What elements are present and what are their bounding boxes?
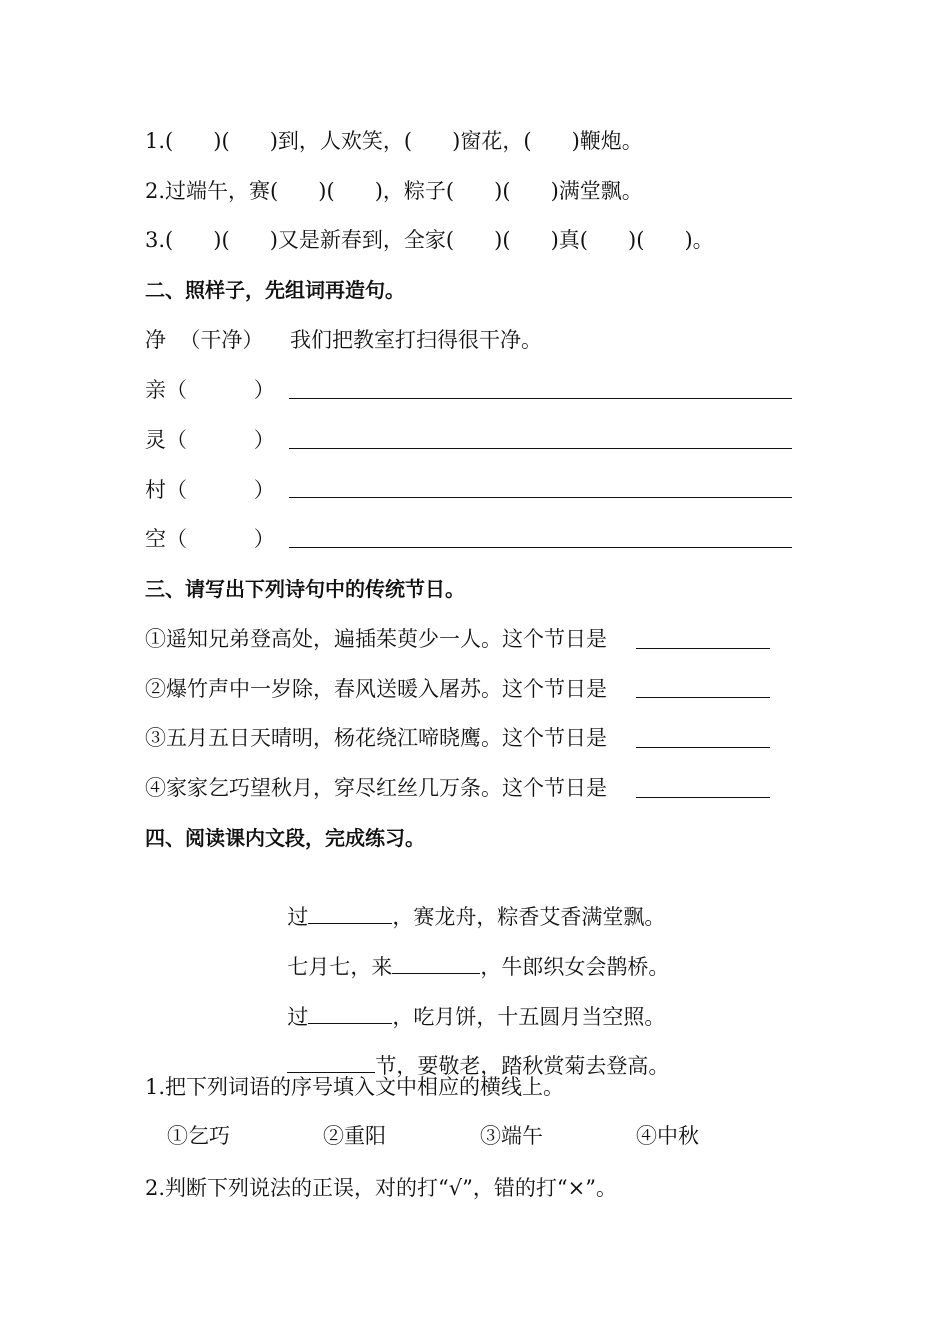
option-2: ②重阳 [323,1124,386,1148]
word-row-3: 村（ ） [145,478,275,502]
reading-line-1-before: 过 [287,905,309,929]
reading-line-2-after: ，牛郎织女会鹊桥。 [480,955,670,979]
sentence-answer-line-2[interactable] [289,448,792,449]
poem-line-2: ②爆竹声中一岁除，春风送暖入屠苏。这个节日是 [145,677,607,701]
poem-line-1: ①遥知兄弟登高处，遍插茱萸少一人。这个节日是 [145,627,607,651]
reading-blank-2[interactable] [392,951,480,974]
poem-line-3: ③五月五日天晴明，杨花绕江啼晓鹰。这个节日是 [145,726,607,750]
sentence-answer-line-3[interactable] [289,497,792,498]
word-row-4: 空（ ） [145,527,275,551]
reading-line-2-before: 七月七，来 [287,955,393,979]
section-3-heading: 三、请写出下列诗句中的传统节日。 [145,577,465,601]
fill-line-2: 2.过端午，赛( )( )，粽子( )( )满堂飘。 [145,179,643,203]
example-sentence: 净 （干净） 我们把教室打扫得很干净。 [145,328,543,352]
festival-answer-line-3[interactable] [636,747,770,748]
fill-line-1: 1.( )( )到，人欢笑，( )窗花，( )鞭炮。 [145,129,643,153]
word-row-2: 灵（ ） [145,428,275,452]
fill-line-3: 3.( )( )又是新春到，全家( )( )真( )( )。 [145,228,714,252]
section-2-heading: 二、照样子，先组词再造句。 [145,278,405,302]
section-4-heading: 四、阅读课内文段，完成练习。 [145,826,425,850]
reading-line-3-before: 过 [287,1005,309,1029]
question-2: 2.判断下列说法的正误，对的打“√”，错的打“×”。 [145,1176,617,1200]
option-4: ④中秋 [636,1124,699,1148]
reading-blank-3[interactable] [308,1001,392,1024]
sentence-answer-line-4[interactable] [289,547,792,548]
festival-answer-line-1[interactable] [636,648,770,649]
reading-blank-1[interactable] [308,901,392,924]
reading-line-4 [274,1022,669,1080]
poem-line-4: ④家家乞巧望秋月，穿尽红丝几万条。这个节日是 [145,776,607,800]
option-1: ①乞巧 [167,1124,230,1148]
reading-line-3-after: ，吃月饼，十五圆月当空照。 [392,1005,666,1029]
reading-blank-4[interactable] [287,1050,375,1073]
reading-line-4-after: 节，要敬老，踏秋赏菊去登高。 [375,1054,670,1078]
question-1: 1.把下列词语的序号填入文中相应的横线上。 [145,1075,565,1099]
sentence-answer-line-1[interactable] [289,398,792,399]
option-3: ③端午 [480,1124,543,1148]
festival-answer-line-2[interactable] [636,697,770,698]
word-row-1: 亲（ ） [145,378,275,402]
festival-answer-line-4[interactable] [636,797,770,798]
reading-line-1-after: ，赛龙舟，粽香艾香满堂飘。 [392,905,666,929]
